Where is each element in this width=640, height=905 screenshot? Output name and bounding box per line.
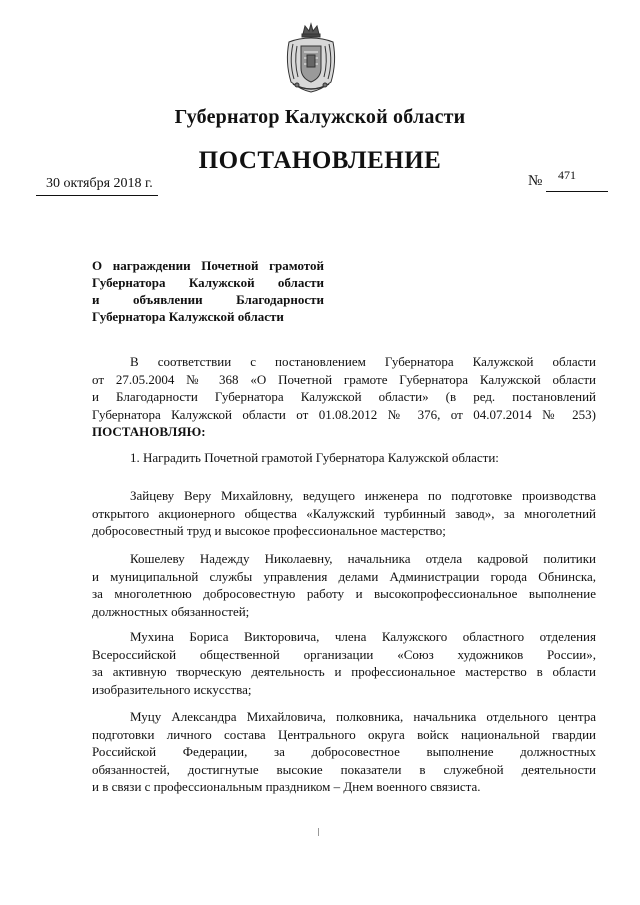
- paragraph-line: изобразительного искусства;: [92, 681, 252, 697]
- paragraph-line: от 27.05.2004 № 368 «О Почетной грамоте Губернатора Калужской области: [92, 371, 596, 387]
- subject-line: Губернатора Калужской области: [92, 275, 324, 290]
- document-date: 30 октября 2018 г.: [46, 176, 153, 191]
- paragraph-line: и Благодарности Губернатора Калужской области» (в ред. постановлений: [92, 389, 596, 404]
- paragraph-line: за активную творческую деятельность и профессиональное мастерство в области: [92, 664, 596, 679]
- coat-of-arms-emblem: [283, 22, 339, 94]
- date-underline: [36, 195, 158, 196]
- awardee-paragraph: [92, 487, 596, 540]
- paragraph-line: должностных обязанностей;: [92, 603, 250, 619]
- paragraph-line: Мухина Бориса Викторовича, члена Калужского областного отделения: [130, 629, 596, 644]
- document-number: 471: [558, 168, 576, 182]
- authority-title: Губернатор Калужской области: [174, 106, 466, 128]
- paragraph-line: добросовестный труд и высокое профессиональное мастерство;: [92, 523, 446, 538]
- subject-line: и объявлении Благодарности: [92, 292, 324, 307]
- subject-line: О награждении Почетной грамотой: [92, 258, 324, 273]
- paragraph-line: обязанностей, достигнутые высокие показатели в служебной деятельности: [92, 761, 596, 777]
- document-type-title: ПОСТАНОВЛЕНИЕ: [198, 147, 442, 174]
- paragraph-line: подготовки личного состава Центрального округа войск национальной гвардии: [92, 726, 596, 742]
- paragraph-line: Муцу Александра Михайловича, полковника, начальника отдельного центра: [130, 709, 596, 724]
- paragraph-line: Российской Федерации, за добросовестное выполнение должностных: [92, 744, 596, 759]
- paragraph-line: В соответствии с постановлением Губернатора Калужской области: [130, 354, 596, 369]
- decree-word: ПОСТАНОВЛЯЮ:: [92, 424, 206, 439]
- item-1-paragraph: [92, 449, 596, 467]
- awardee-paragraph: [92, 550, 596, 620]
- page-center-mark: [318, 828, 319, 836]
- paragraph-line: и муниципальной службы управления делами Администрации города Обнинска,: [92, 568, 596, 584]
- subject-line: Губернатора Калужской области: [92, 309, 284, 324]
- paragraph-line: Зайцеву Веру Михайловну, ведущего инженера по подготовке производства: [130, 488, 596, 503]
- awardee-paragraph: [92, 628, 596, 698]
- paragraph-line: и в связи с профессиональным праздником – Днем военного связиста.: [92, 779, 481, 794]
- paragraph-line: 1. Наградить Почетной грамотой Губернатора Калужской области:: [130, 450, 499, 465]
- paragraph-line: Губернатора Калужской области от 01.08.2012 № 376, от 04.07.2014 № 253): [92, 406, 596, 422]
- paragraph-line: открытого акционерного общества «Калужский турбинный завод», за многолетний: [92, 505, 596, 521]
- paragraph-line: Всероссийской общественной организации «Союз художников России»,: [92, 646, 596, 662]
- paragraph-line: Кошелеву Надежду Николаевну, начальника отдела кадровой политики: [130, 551, 596, 566]
- document-subject: [92, 257, 324, 325]
- number-underline: [546, 191, 608, 192]
- awardee-paragraph: [92, 708, 596, 796]
- number-sign: №: [528, 173, 543, 189]
- preamble-paragraph: [92, 353, 596, 441]
- paragraph-line: за многолетнюю добросовестную работу и высокопрофессиональное выполнение: [92, 586, 596, 601]
